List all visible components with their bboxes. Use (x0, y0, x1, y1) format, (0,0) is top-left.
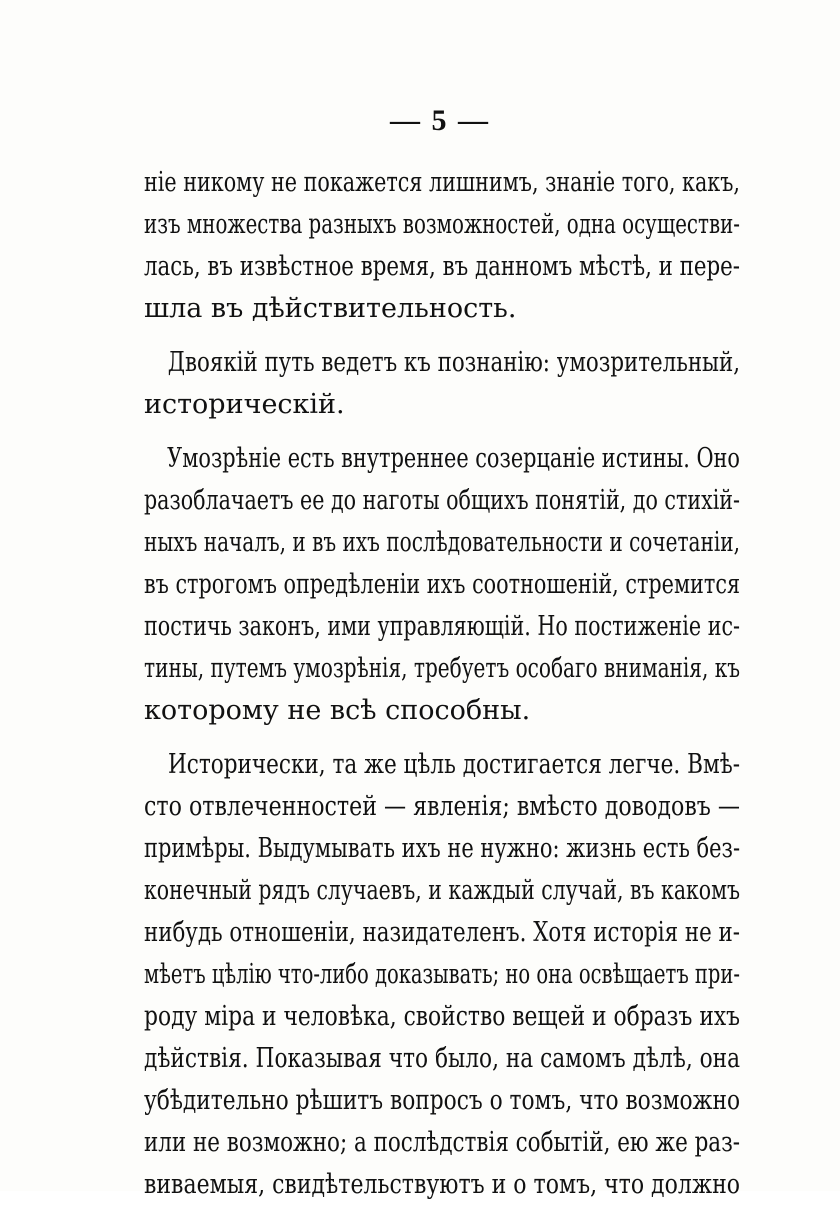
text-line: ніе никому не покажется лишнимъ, знаніе того, какъ, (144, 167, 740, 198)
text-line: или не возможно; а послѣдствія событій, ею же раз- (144, 1127, 741, 1158)
text-line: лась, въ извѣстное время, въ данномъ мѣстѣ, и пере- (144, 251, 741, 282)
text-line: сто отвлеченностей — явленія; вмѣсто доводовъ — (144, 791, 740, 822)
text-line: убѣдительно рѣшитъ вопросъ о томъ, что возможно (144, 1085, 741, 1116)
text-line: историческій. (144, 389, 345, 420)
text-line: нибудь отношеніи, назидателенъ. Хотя исторія не и- (144, 917, 740, 948)
text-line: конечный рядъ случаевъ, и каждый случай, въ какомъ (144, 875, 741, 906)
text-line: Двоякій путь ведетъ къ познанію: умозрительный, (167, 347, 741, 378)
text-line: разоблачаетъ ее до наготы общихъ понятій, до стихій- (144, 485, 740, 516)
text-line: которому не всѣ способны. (144, 695, 531, 726)
text-line: роду міра и человѣка, свойство вещей и образъ ихъ (144, 1001, 741, 1032)
text-line: виваемыя, свидѣтельствуютъ и о томъ, что должно (144, 1169, 741, 1200)
text-line: въ строгомъ опредѣленіи ихъ соотношеній, стремится (144, 569, 741, 600)
text-line: примѣры. Выдумывать ихъ не нужно: жизнь есть без- (144, 833, 741, 864)
body-text (144, 162, 740, 1206)
paragraph-1 (144, 162, 740, 330)
text-line: дѣйствія. Показывая что было, на самомъ дѣлѣ, она (144, 1043, 741, 1074)
text-line: изъ множества разныхъ возможностей, одна осуществи- (144, 209, 740, 240)
text-line: Умозрѣніе есть внутреннее созерцаніе истины. Оно (167, 443, 740, 474)
text-line: мѣетъ цѣлію что-либо доказывать; но она освѣщаетъ при- (144, 959, 740, 990)
text-line: шла въ дѣйствительность. (144, 293, 517, 324)
text-line: постичь законъ, ими управляющій. Но постиженіе ис- (144, 611, 741, 642)
page-number: — 5 — (390, 104, 490, 137)
text-line: ныхъ началъ, и въ ихъ послѣдовательности и сочетаніи, (144, 527, 740, 558)
paragraph-3 (144, 438, 740, 732)
paragraph-2 (144, 342, 740, 426)
text-line: Исторически, та же цѣль достигается легче. Вмѣ- (167, 749, 740, 780)
text-line: тины, путемъ умозрѣнія, требуетъ особаго вниманія, къ (144, 653, 740, 684)
paragraph-4 (144, 744, 740, 1206)
